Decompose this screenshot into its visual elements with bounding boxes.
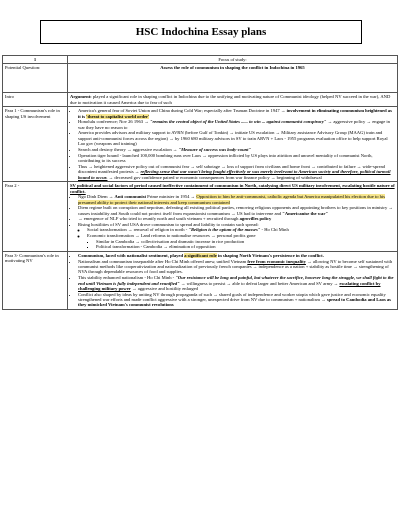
list-item: • Thus → heightened aggressive policy out of communist fear → self sabotage → loss of support from civilians and home front → contributed to failure → wide-spread discontent manifested protests → reflecting sense that war wasn't being fought effectively or was merely irrelevant to American society and therefore, political turmoil bound to occur. → decreased gov confidence paired w economic consequences from war finance policy → beginning of withdrawal: [78, 164, 395, 180]
row-question: [3, 64, 398, 93]
list-item: • Communism, laced with nationalist sentiment, played a significant role in shaping North Vietnam's persistence in the conflict.: [78, 253, 395, 258]
para2-bullets: [70, 194, 395, 250]
para2-label: Para 2 -: [3, 182, 68, 252]
para2-content: [68, 182, 398, 252]
question-label: Potential Question:: [3, 64, 68, 93]
essay-plan-table: [2, 55, 398, 310]
list-item: ▪ Similar in Cambodia → collectivisation and dramatic increase in rice production: [96, 239, 395, 244]
para3-content: [68, 251, 398, 309]
para2-sub-bullets: [78, 227, 395, 249]
para3-label: Para 3- Communism's role in motivating NV: [3, 251, 68, 309]
document-title: HSC Indochina Essay plans: [40, 20, 362, 44]
list-item: • Conflict also shaped by ideas by uniting NV through propaganda of such → shared goals of independence and worker utopia which gave justice and economic equality strengthened war efforts and made conflict aggressive with a stronger, unexpected drive from NV due to communism + nationalism → spread to Cambodia and Laos as they mimicked Vietnam's communist revolutions: [78, 292, 395, 308]
list-item: • Honolulu conference; Nov 26 1963 → "remains the central object of the United States ...... to win ... against communist conspiracy" → aggressive policy → engage in war they have no reason to: [78, 119, 395, 130]
row-focus: [3, 56, 398, 64]
list-item: • America provides advisors and military support to AVRN (before Gulf of Tonkin) → initiate US escalation → Military assistance Advisory Group (MAAG) train and support anti-communist forces across the region) → by 1960 680 military advisors in SV to train ARVN + Laos - 1955 programs evaluation office to help support Royal Lao gov (weapons and training): [78, 130, 395, 146]
row-para1: [3, 107, 398, 182]
row-para2: [3, 182, 398, 252]
list-item: • Search and destroy theory → aggressive escalation → "Measure of success was body-count": [78, 147, 395, 152]
focus-of-study-label: Focus of study:: [68, 56, 398, 64]
intro-content: [68, 93, 398, 107]
list-item: ◦ Economic transformation → Land reforms to nationalise resources → personal profits gone ▪ Similar in Cambodia → collectivisation and dramatic increase in rice production ▪ Political transformation - Cambodia → elimination of opposition: [87, 233, 395, 250]
argument-text: played a significant role in shaping conflict in Indochina due to the unifying and motivating nature of Communist ideology (helped NV succeed in the war), AND due to motivation it caused America due to fear of such: [70, 94, 391, 105]
row-intro: [3, 93, 398, 107]
list-item: ▪ Political transformation - Cambodia → elimination of opposition: [96, 244, 395, 249]
list-item: • This stability enhanced nationalism - Ho Chi Minh - "Our resistance will be long and painful, but whatever the sacrifice, however long the struggle, we shall fight to the end until Vietnam is fully independent and reunified" → willingness to persist → able to defeat larger and better American and SV army → escalating conflict by challenging military power → aggressive and hostility enlarged: [78, 275, 395, 291]
para3-bullets: [70, 253, 395, 308]
para1-label: Para 1 - Communism's role in shaping US involvement: [3, 107, 68, 182]
argument-label: Argument:: [70, 94, 92, 100]
list-item: • Diem regime built on corruption and nepotism, defeating all existing political parties, removing religious opponents and appointing brothers to key positions in ministry → causes instability and South could not protect itself from expansionist communism → US had to intervene and "Americanise the war": [78, 205, 395, 216]
list-item: • America's general fear of Soviet Union and China during Cold War; especially after Truman Doctrine in 1947 → involvement in eliminating communism heightened as it is 'threat to capitalist world order': [78, 108, 395, 119]
para1-bullets: [70, 108, 395, 180]
plan-number: 1: [3, 56, 68, 64]
list-item: • Operation tiger hound - launched 100,000 bombing runs over Laos → oppression inflicted by US plays into attrition and unravel mentality of communist North, contributing to its success: [78, 153, 395, 164]
list-item: • Ngo Dinh Diem → Anti communist Prime minister in 1954 → Opposition to him be anti-communist, catholic agenda but America manipulated his election due to his presumed ability to protect their national interests and keep communism contained: [78, 194, 395, 205]
list-item: • → emergence of NLF who tried to reunify north and south vietnam + recruited through agrovilles policy: [78, 216, 395, 221]
list-item: • Nationalism and communism inseparable after Ho Chi Minh offered anew, unified Vietnam free from economic inequality → allowing NV to become self sustained with communist methods like cooperativization and nationalization of previously french companies → independence as a nation + stability as hostile time → strengthening of NVA through dependable resources of food and supplies.: [78, 259, 395, 275]
para1-content: [68, 107, 398, 182]
para2-heading: SV political and social factors of period caused ineffective containment of communism in North, catalysing direct US military involvement, escalating hostile nature of conflict.: [70, 183, 395, 194]
row-para3: [3, 251, 398, 309]
list-item: ◦ Social transformation → removal of religion in north - "Religion is the opium of the masses" - Ho Chi Minh: [87, 227, 395, 232]
list-item: • Rising hostilities of SV and USA drove communism to spread and liability to contain such spread: ◦ Social transformation → removal of religion in north - "Religion is the opium of the masses" - Ho Chi Minh ◦ Economic transformation → Land reforms to nationalise resources → personal profits gone ▪ Similar in Cambodia → collectivisation and dramatic increase in rice production ▪ Political transformation - Cambodia → elimination of opposition: [78, 222, 395, 250]
intro-label: Intro: [3, 93, 68, 107]
para2-subsub-bullets: [87, 239, 395, 250]
question-text: Assess the role of communism in shaping the conflict in Indochina in 1965: [68, 64, 398, 93]
